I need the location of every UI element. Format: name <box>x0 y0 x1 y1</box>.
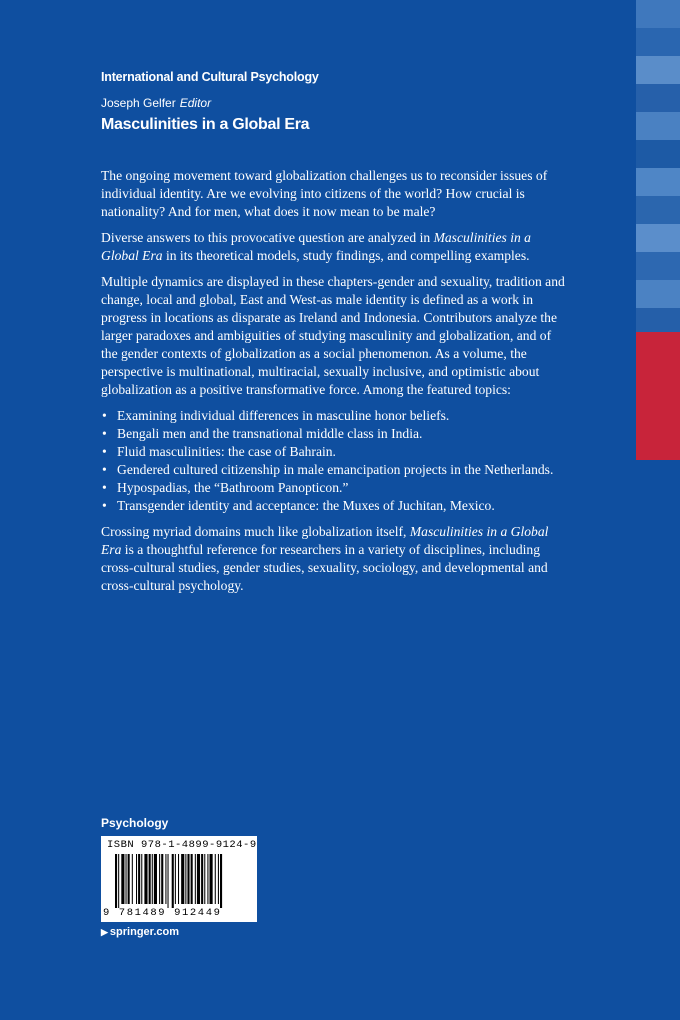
barcode-bar <box>204 854 205 904</box>
barcode-bar <box>149 854 151 904</box>
barcode-bar <box>215 854 216 904</box>
title-italic: Masculinities in a Global Era <box>101 524 549 557</box>
barcode-bar <box>218 854 219 904</box>
barcode-bar <box>185 854 186 904</box>
barcode-bar <box>141 854 142 904</box>
barcode-bar <box>187 854 189 904</box>
list-item: • Bengali men and the transnational middle class in India. <box>102 426 423 441</box>
arrow-right-icon: ▶ <box>101 927 108 937</box>
barcode-bars <box>115 854 251 908</box>
bullet-icon: • <box>102 426 107 441</box>
paragraph-2: Diverse answers to this provocative question are analyzed in Masculinities in a Global Era in its theoretical models, study findings, and compelling examples. <box>101 230 531 263</box>
barcode-bar <box>168 854 169 908</box>
list-item: • Fluid masculinities: the case of Bahrain. <box>102 444 336 459</box>
barcode-bar <box>172 854 174 908</box>
barcode-bar <box>136 854 137 904</box>
barcode-bar <box>175 854 176 904</box>
barcode-bar <box>128 854 130 904</box>
bullet-icon: • <box>102 444 107 459</box>
list-item: • Transgender identity and acceptance: the Muxes of Juchitan, Mexico. <box>102 498 495 513</box>
bullet-icon: • <box>102 462 107 477</box>
barcode-bar <box>191 854 193 904</box>
barcode-bar <box>159 854 160 904</box>
bullet-icon: • <box>102 408 107 423</box>
barcode-bar <box>165 854 166 904</box>
publisher-link[interactable]: ▶ springer.com <box>101 926 179 938</box>
title-italic: Masculinities in a Global Era <box>101 230 531 263</box>
barcode-bar <box>181 854 184 904</box>
topics-list <box>101 407 571 515</box>
barcode-bar <box>210 854 213 904</box>
editor-name: Joseph Gelfer <box>101 96 176 110</box>
barcode-bar <box>154 854 157 904</box>
paragraph-1: The ongoing movement toward globalization challenges us to reconsider issues of individual identity. Are we evolving into citizens of the world? How crucial is nationality? And for men, what does it now mean to be male? <box>101 168 548 219</box>
paragraph-4: Crossing myriad domains much like globalization itself, Masculinities in a Global Era is a thoughtful reference for researchers in a variety of disciplines, including cross-cultural studies, gender studies, sexuality, sociology, and developmental and cross-cultural psychology. <box>101 524 549 593</box>
bullet-icon: • <box>102 480 107 495</box>
barcode-bar <box>178 854 179 904</box>
barcode-bar <box>132 854 133 904</box>
spine-stripes <box>636 0 680 460</box>
subject-category: Psychology <box>101 816 169 830</box>
barcode-bar <box>121 854 124 904</box>
barcode-bar <box>144 854 147 904</box>
barcode-bar <box>138 854 140 904</box>
list-item: • Examining individual differences in masculine honor beliefs. <box>102 408 450 423</box>
bullet-icon: • <box>102 498 107 513</box>
editor-line <box>101 96 211 110</box>
list-item: • Hypospadias, the “Bathroom Panopticon.” <box>102 480 349 495</box>
barcode <box>101 836 257 922</box>
barcode-bar <box>126 854 127 904</box>
isbn-label: ISBN 978-1-4899-9124-9 <box>107 839 257 851</box>
red-accent-block <box>636 332 680 460</box>
barcode-bar <box>118 854 119 908</box>
barcode-bar <box>201 854 203 904</box>
barcode-bar <box>152 854 153 904</box>
barcode-bar <box>161 854 163 904</box>
barcode-bar <box>207 854 208 904</box>
book-title: Masculinities in a Global Era <box>101 116 310 133</box>
barcode-bar <box>197 854 200 904</box>
description <box>101 167 571 603</box>
series-title: International and Cultural Psychology <box>101 70 319 84</box>
paragraph-3: Multiple dynamics are displayed in these chapters-gender and sexuality, tradition and change, local and global, East and West-as male identity is defined as a work in progress in locations as disparate as Ireland and Indonesia. Contributors analyze the larger paradoxes and ambiguities of studying masculinity and globalization, and of the gender contexts of globalization as a social phenomenon. As a volume, the perspective is multinational, multiracial, sexually inclusive, and optimistic about globalization as a positive transformative force. Among the featured topics: <box>101 274 565 397</box>
barcode-bar <box>115 854 117 908</box>
list-item: • Gendered cultured citizenship in male emancipation projects in the Netherlands. <box>102 462 554 477</box>
barcode-bar <box>195 854 196 904</box>
ean-digits: 9 781489 912449 <box>103 907 222 919</box>
editor-role: Editor <box>179 96 212 110</box>
barcode-bar <box>220 854 222 908</box>
